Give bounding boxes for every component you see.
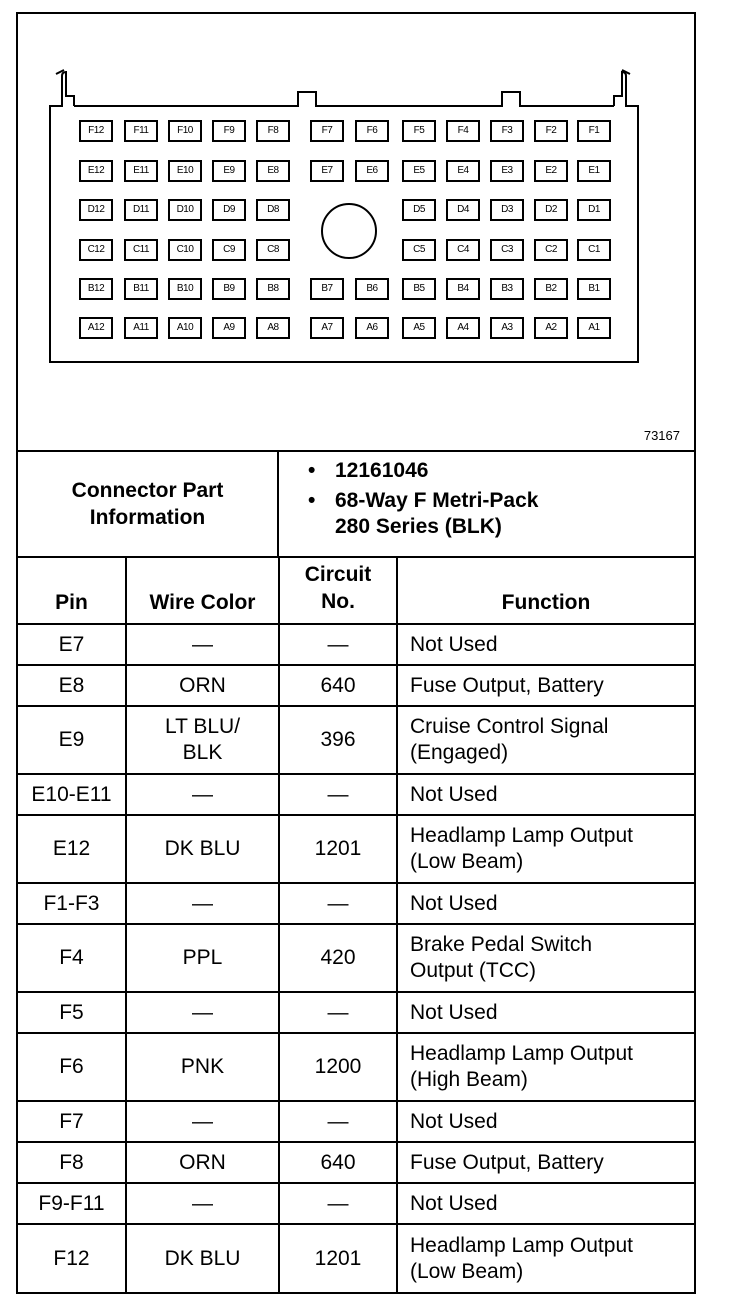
circuit-cell: — [279, 624, 397, 665]
function-line: Brake Pedal Switch [410, 933, 593, 956]
table-row [18, 774, 694, 815]
function-line: Not Used [410, 1000, 498, 1024]
pin-cell: F4 [18, 924, 126, 992]
bullet: • [308, 489, 316, 512]
wire-color-line: — [192, 632, 213, 656]
info-details [308, 458, 538, 544]
connector-pin-b1: B1 [577, 278, 611, 300]
pin-cell: F7 [18, 1101, 126, 1142]
wire-color-line: — [192, 891, 213, 915]
connector-pin-e10: E10 [168, 160, 202, 182]
connector-pin-a12: A12 [79, 317, 113, 339]
function-line: Fuse Output, Battery [410, 673, 604, 697]
connector-pin-b7: B7 [310, 278, 344, 300]
connector-pin-d4: D4 [446, 199, 480, 221]
header-pin: Pin [18, 556, 126, 624]
connector-pin-a3: A3 [490, 317, 524, 339]
function-line: Not Used [410, 891, 498, 915]
table-row [18, 624, 694, 665]
connector-description-row [308, 488, 538, 540]
function-cell [397, 624, 694, 665]
connector-pin-e5: E5 [402, 160, 436, 182]
connector-pin-b12: B12 [79, 278, 113, 300]
connector-pin-e11: E11 [124, 160, 158, 182]
connector-pin-f5: F5 [402, 120, 436, 142]
connector-pin-c1: C1 [577, 239, 611, 261]
connector-part-info [18, 452, 694, 558]
connector-pin-e12: E12 [79, 160, 113, 182]
function-line: Not Used [410, 1109, 498, 1133]
wire-color-cell [126, 1224, 279, 1292]
header-function: Function [397, 556, 694, 624]
pin-cell: F1-F3 [18, 883, 126, 924]
wire-color-cell [126, 774, 279, 815]
connector-pin-f4: F4 [446, 120, 480, 142]
wire-color-cell [126, 624, 279, 665]
connector-pin-e3: E3 [490, 160, 524, 182]
function-line: Not Used [410, 632, 498, 656]
connector-pin-a9: A9 [212, 317, 246, 339]
table-row [18, 815, 694, 883]
connector-pin-d1: D1 [577, 199, 611, 221]
connector-pin-f7: F7 [310, 120, 344, 142]
connector-pin-b3: B3 [490, 278, 524, 300]
connector-pin-d10: D10 [168, 199, 202, 221]
connector-pin-b5: B5 [402, 278, 436, 300]
pin-cell: E9 [18, 706, 126, 774]
pin-cell: F9-F11 [18, 1183, 126, 1224]
connector-pin-d2: D2 [534, 199, 568, 221]
function-cell [397, 1101, 694, 1142]
connector-pin-a10: A10 [168, 317, 202, 339]
connector-sheet [16, 12, 696, 1294]
table-row [18, 883, 694, 924]
connector-pin-a1: A1 [577, 317, 611, 339]
header-circuit-line2: No. [321, 590, 355, 613]
bullet: • [308, 459, 316, 482]
connector-pin-b11: B11 [124, 278, 158, 300]
connector-pin-a6: A6 [355, 317, 389, 339]
info-label-line1: Connector Part [71, 479, 224, 502]
circuit-cell: — [279, 1183, 397, 1224]
wire-color-cell [126, 665, 279, 706]
function-line: (Low Beam) [410, 1259, 524, 1283]
part-number-row [308, 458, 538, 484]
connector-pin-c2: C2 [534, 239, 568, 261]
wire-color-line: PPL [182, 946, 223, 969]
wire-color-line: — [192, 1191, 213, 1215]
function-cell [397, 924, 694, 992]
function-cell [397, 883, 694, 924]
wire-color-line: — [192, 782, 213, 806]
connector-pin-c12: C12 [79, 239, 113, 261]
table-row [18, 992, 694, 1033]
connector-pin-f2: F2 [534, 120, 568, 142]
wire-color-cell [126, 992, 279, 1033]
function-line: (High Beam) [410, 1068, 528, 1091]
connector-pin-f8: F8 [256, 120, 290, 142]
connector-pin-a7: A7 [310, 317, 344, 339]
wire-color-line: LT BLU/ [164, 715, 241, 738]
function-line: Cruise Control Signal [410, 715, 609, 738]
circuit-cell: 420 [279, 924, 397, 992]
table-row [18, 1033, 694, 1101]
wire-color-cell [126, 1101, 279, 1142]
connector-pin-b10: B10 [168, 278, 202, 300]
function-line: Fuse Output, Battery [410, 1150, 604, 1174]
circuit-cell: — [279, 774, 397, 815]
connector-pin-c8: C8 [256, 239, 290, 261]
wire-color-line: BLK [182, 741, 223, 764]
wire-color-line: PNK [180, 1055, 225, 1078]
function-line: Headlamp Lamp Output [410, 1233, 633, 1257]
connector-pin-f3: F3 [490, 120, 524, 142]
pin-table [18, 556, 694, 1292]
connector-pin-a5: A5 [402, 317, 436, 339]
function-line: (Engaged) [410, 741, 509, 764]
circuit-cell: — [279, 1101, 397, 1142]
table-row [18, 706, 694, 774]
connector-pin-d12: D12 [79, 199, 113, 221]
function-cell [397, 815, 694, 883]
table-row [18, 1224, 694, 1292]
connector-description-line1: 68-Way F Metri-Pack [335, 489, 539, 512]
wire-color-cell [126, 883, 279, 924]
table-row [18, 665, 694, 706]
wire-color-line: — [192, 1000, 213, 1024]
table-row [18, 1101, 694, 1142]
function-cell [397, 1033, 694, 1101]
connector-pin-b6: B6 [355, 278, 389, 300]
header-wire-color: Wire Color [126, 556, 279, 624]
wire-color-line: ORN [179, 673, 226, 697]
wire-color-cell [126, 706, 279, 774]
wire-color-line: ORN [179, 1150, 226, 1174]
pin-cell: F5 [18, 992, 126, 1033]
connector-description-line2: 280 Series (BLK) [335, 515, 502, 538]
connector-pin-f1: F1 [577, 120, 611, 142]
function-cell [397, 706, 694, 774]
connector-pin-c11: C11 [124, 239, 158, 261]
pin-cell: F12 [18, 1224, 126, 1292]
connector-pin-a11: A11 [124, 317, 158, 339]
circuit-cell: 396 [279, 706, 397, 774]
connector-pin-f10: F10 [168, 120, 202, 142]
connector-pin-b4: B4 [446, 278, 480, 300]
connector-pin-f11: F11 [124, 120, 158, 142]
connector-pin-d9: D9 [212, 199, 246, 221]
connector-pin-b9: B9 [212, 278, 246, 300]
pin-cell: E8 [18, 665, 126, 706]
connector-pin-d5: D5 [402, 199, 436, 221]
connector-pin-c4: C4 [446, 239, 480, 261]
function-line: (Low Beam) [410, 850, 524, 873]
function-cell [397, 1224, 694, 1292]
function-line: Not Used [410, 1191, 498, 1215]
wire-color-line: DK BLU [164, 1246, 241, 1270]
connector-pin-e8: E8 [256, 160, 290, 182]
connector-pin-f12: F12 [79, 120, 113, 142]
wire-color-cell [126, 815, 279, 883]
function-line: Headlamp Lamp Output [410, 1042, 633, 1065]
circuit-cell: 1201 [279, 1224, 397, 1292]
table-row [18, 924, 694, 992]
wire-color-cell [126, 924, 279, 992]
connector-pin-c9: C9 [212, 239, 246, 261]
connector-pin-a8: A8 [256, 317, 290, 339]
pin-table-header [18, 556, 694, 624]
connector-pin-e6: E6 [355, 160, 389, 182]
connector-pin-e2: E2 [534, 160, 568, 182]
function-cell [397, 1142, 694, 1183]
circuit-cell: 1200 [279, 1033, 397, 1101]
connector-pin-f9: F9 [212, 120, 246, 142]
connector-pin-c10: C10 [168, 239, 202, 261]
function-cell [397, 992, 694, 1033]
wire-color-cell [126, 1033, 279, 1101]
function-cell [397, 1183, 694, 1224]
pin-cell: F8 [18, 1142, 126, 1183]
header-circuit-no [279, 556, 397, 624]
connector-pin-e4: E4 [446, 160, 480, 182]
connector-pin-d3: D3 [490, 199, 524, 221]
connector-diagram [18, 14, 694, 452]
connector-pin-c3: C3 [490, 239, 524, 261]
function-line: Not Used [410, 782, 498, 806]
wire-color-cell [126, 1183, 279, 1224]
wire-color-line: DK BLU [164, 837, 241, 860]
connector-pin-e7: E7 [310, 160, 344, 182]
connector-pin-b2: B2 [534, 278, 568, 300]
info-label [18, 452, 279, 556]
circuit-cell: — [279, 883, 397, 924]
wire-color-line: — [192, 1109, 213, 1133]
connector-pin-a2: A2 [534, 317, 568, 339]
function-cell [397, 774, 694, 815]
table-row [18, 1183, 694, 1224]
info-label-line2: Information [89, 506, 206, 529]
function-line: Headlamp Lamp Output [410, 824, 633, 847]
circuit-cell: 1201 [279, 815, 397, 883]
pin-cell: E7 [18, 624, 126, 665]
figure-number: 73167 [643, 428, 680, 443]
pin-cell: F6 [18, 1033, 126, 1101]
function-line: Output (TCC) [410, 959, 537, 982]
table-row [18, 1142, 694, 1183]
part-number: 12161046 [335, 459, 429, 482]
circuit-cell: — [279, 992, 397, 1033]
connector-pin-a4: A4 [446, 317, 480, 339]
circuit-cell: 640 [279, 1142, 397, 1183]
connector-pin-b8: B8 [256, 278, 290, 300]
wire-color-cell [126, 1142, 279, 1183]
connector-pin-d8: D8 [256, 199, 290, 221]
keyway-circle [322, 204, 376, 258]
header-circuit-line1: Circuit [304, 563, 372, 586]
connector-pin-e1: E1 [577, 160, 611, 182]
connector-pin-e9: E9 [212, 160, 246, 182]
connector-pin-f6: F6 [355, 120, 389, 142]
connector-housing-outline [18, 14, 694, 450]
pin-cell: E10-E11 [18, 774, 126, 815]
pin-cell: E12 [18, 815, 126, 883]
connector-pin-c5: C5 [402, 239, 436, 261]
connector-pin-d11: D11 [124, 199, 158, 221]
circuit-cell: 640 [279, 665, 397, 706]
function-cell [397, 665, 694, 706]
